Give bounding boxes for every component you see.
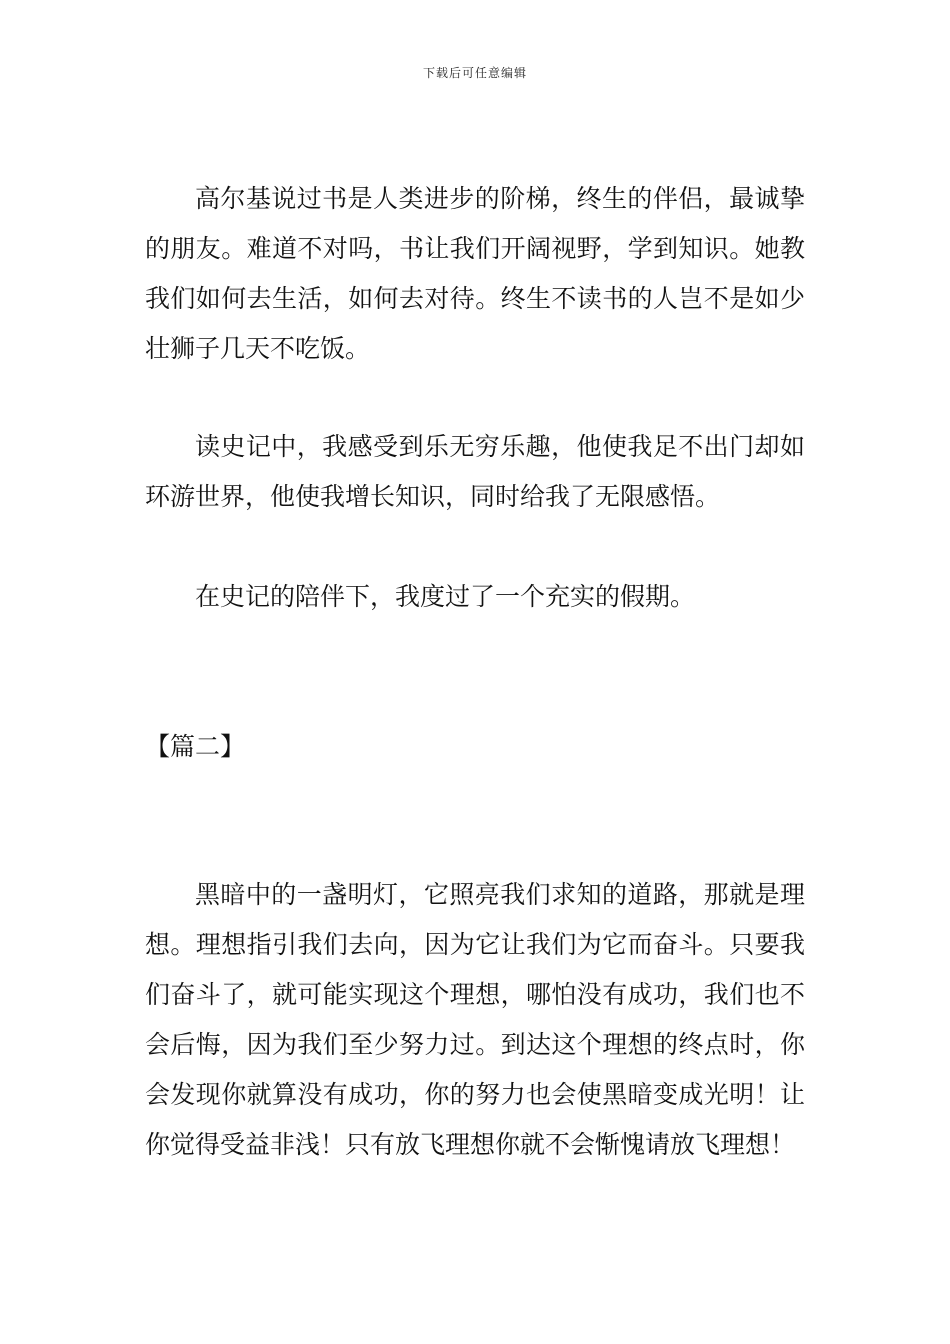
paragraph-1: 高尔基说过书是人类进步的阶梯，终生的伴侣，最诚挚的朋友。难道不对吗，书让我们开阔视野，学到知识。她教我们如何去生活，如何去对待。终生不读书的人岂不是如少壮狮子几天不吃饭。 — [145, 184, 805, 363]
section-title: 【篇二】 — [145, 732, 246, 761]
paragraph-2: 读史记中，我感受到乐无穷乐趣，他使我足不出门却如环游世界，他使我增长知识，同时给我了无限感悟。 — [145, 432, 805, 511]
section-paragraph: 黑暗中的一盏明灯，它照亮我们求知的道路，那就是理想。理想指引我们去向，因为它让我们为它而奋斗。只要我们奋斗了，就可能实现这个理想，哪怕没有成功，我们也不会后悔，因为我们至少努力过。到达这个理想的终点时，你会发现你就算没有成功，你的努力也会使黑暗变成光明！让你觉得受益非浅！只有放飞理想你就不会惭愧请放飞理想！ — [145, 880, 805, 1159]
paragraph-3: 在史记的陪伴下，我度过了一个充实的假期。 — [195, 582, 696, 611]
page-header-note: 下载后可任意编辑 — [422, 66, 527, 80]
